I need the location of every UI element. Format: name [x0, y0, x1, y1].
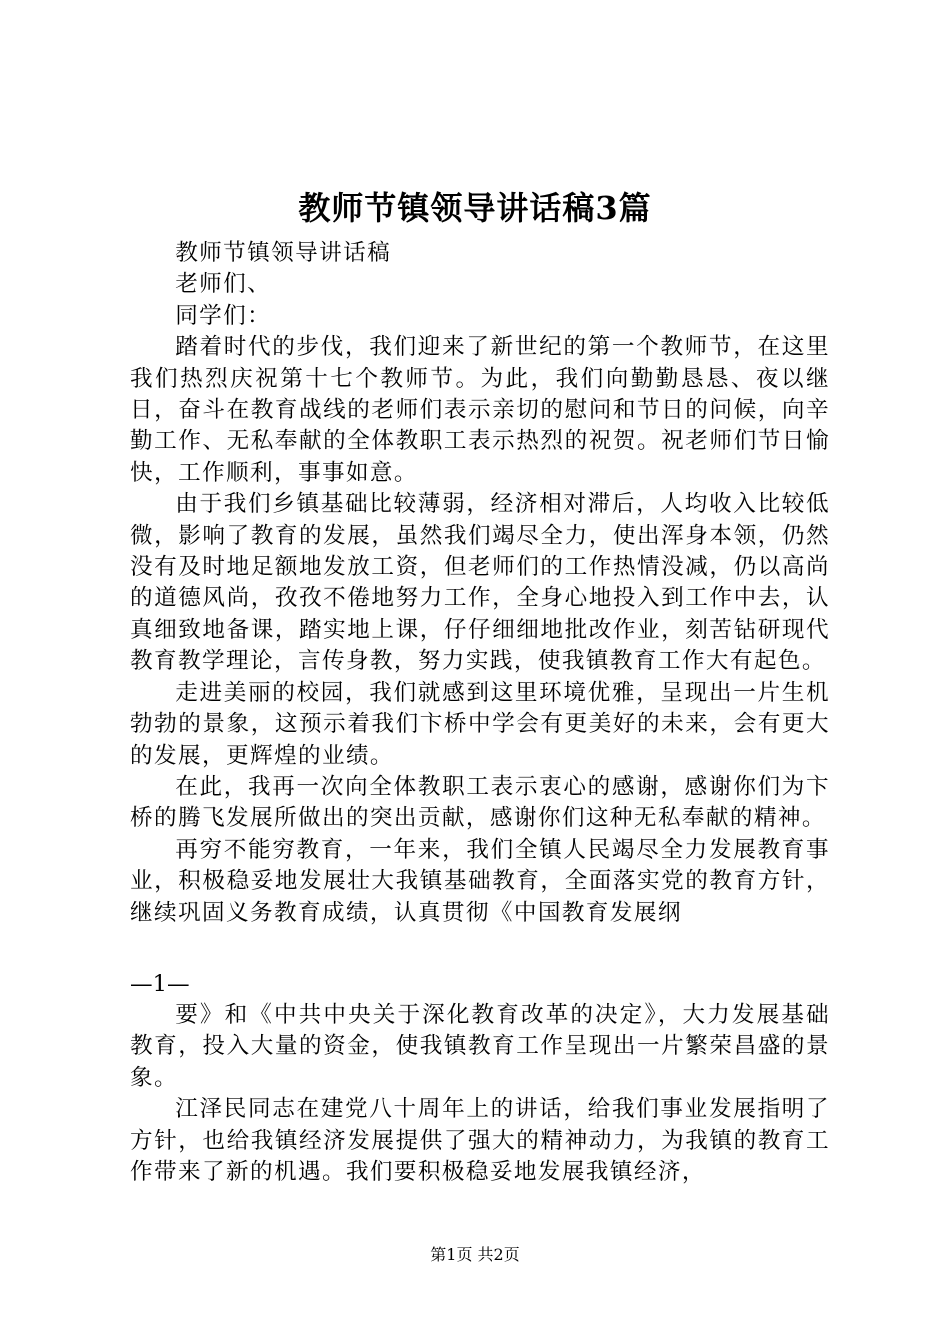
paragraph-salutation-students: 同学们：	[175, 302, 272, 329]
document-title: 教师节镇领导讲话稿3篇	[298, 189, 652, 227]
paragraph-text: 走进美丽的校园，我们就感到这里环境优雅，呈现出一片生机勃勃的景象，这预示着我们卞桥中学会有更美好的未来，会有更大的发展，更辉煌的业绩。	[130, 679, 830, 769]
paragraph-heading: 教师节镇领导讲话稿	[175, 240, 392, 266]
document-body-part-1	[130, 238, 830, 929]
paragraph-salutation-teachers: 老师们、	[175, 271, 272, 298]
paragraph-text: 踏着时代的步伐，我们迎来了新世纪的第一个教师节，在这里我们热烈庆祝第十七个教师节。为此，我们向勤勤恳恳、夜以继日，奋斗在教育战线的老师们表示亲切的慰问和节日的问候，向辛勤工作、无私奉献的全体教职工表示热烈的祝贺。祝老师们节日愉快，工作顺利，事事如意。	[130, 334, 830, 486]
paragraph-text: 江泽民同志在建党八十周年上的讲话，给我们事业发展指明了方针，也给我镇经济发展提供了强大的精神动力，为我镇的教育工作带来了新的机遇。我们要积极稳妥地发展我镇经济，	[130, 1096, 830, 1186]
paragraph-text: 在此，我再一次向全体教职工表示衷心的感谢，感谢你们为卞桥的腾飞发展所做出的突出贡献，感谢你们这种无私奉献的精神。	[130, 773, 830, 832]
paragraph-text: 由于我们乡镇基础比较薄弱，经济相对滞后，人均收入比较低微，影响了教育的发展，虽然我们竭尽全力，使出浑身本领，仍然没有及时地足额地发放工资，但老师们的工作热情没减，仍以高尚的道德风尚，孜孜不倦地努力工作，全身心地投入到工作中去，认真细致地备课，踏实地上课，仔仔细细地批改作业，刻苦钻研现代教育教学理论，言传身教，努力实践，使我镇教育工作大有起色。	[130, 491, 830, 675]
inline-page-number: —1—	[130, 971, 190, 997]
paragraph-text: 要》和《中共中央关于深化教育改革的决定》，大力发展基础教育，投入大量的资金，使我镇教育工作呈现出一片繁荣昌盛的景象。	[130, 1002, 830, 1091]
page-footer: 第1页 共2页	[430, 1245, 520, 1264]
paragraph-text: 再穷不能穷教育，一年来，我们全镇人民竭尽全力发展教育事业，积极稳妥地发展壮大我镇基础教育，全面落实党的教育方针，继续巩固义务教育成绩，认真贯彻《中国教育发展纲	[130, 836, 830, 926]
document-body-part-2	[130, 1000, 830, 1188]
